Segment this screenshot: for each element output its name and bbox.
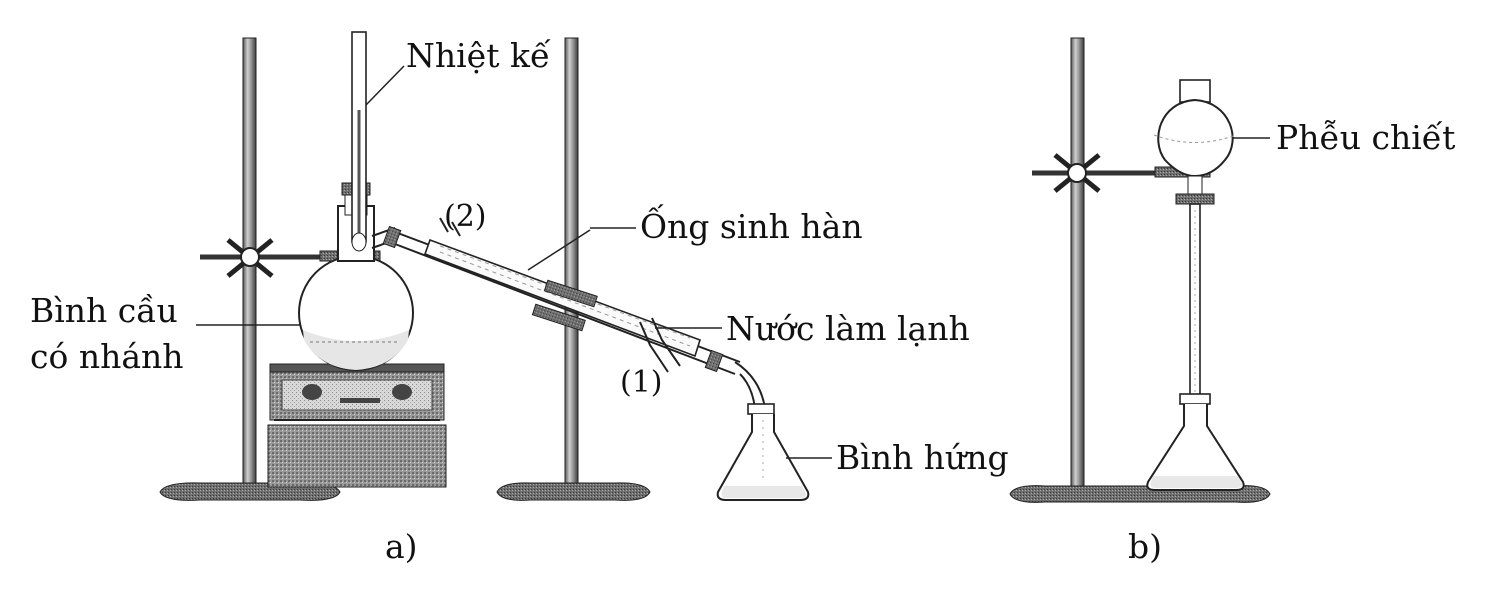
caption-a: a) [385, 527, 418, 566]
label-separatory-funnel: Phễu chiết [1276, 118, 1456, 157]
middle-retort-stand [497, 38, 650, 500]
marker-1: (1) [620, 365, 663, 400]
label-condenser: Ống sinh hàn [640, 207, 863, 246]
collecting-flask [1147, 394, 1243, 490]
label-receiver: Bình hứng [836, 438, 1009, 477]
hot-plate [268, 364, 446, 487]
thermometer [352, 32, 404, 251]
receiving-flask [718, 404, 832, 500]
label-flask-line1: Bình cầu [30, 291, 178, 330]
caption-b: b) [1128, 527, 1162, 566]
separatory-funnel [1154, 80, 1270, 408]
label-flask-line2: có nhánh [30, 337, 184, 376]
figure-b [1010, 38, 1455, 566]
label-thermometer: Nhiệt kế [406, 36, 551, 75]
right-retort-stand [1010, 38, 1270, 502]
marker-2: (2) [444, 199, 487, 234]
label-cooling-water: Nước làm lạnh [726, 309, 970, 348]
figure-a [30, 32, 1009, 566]
